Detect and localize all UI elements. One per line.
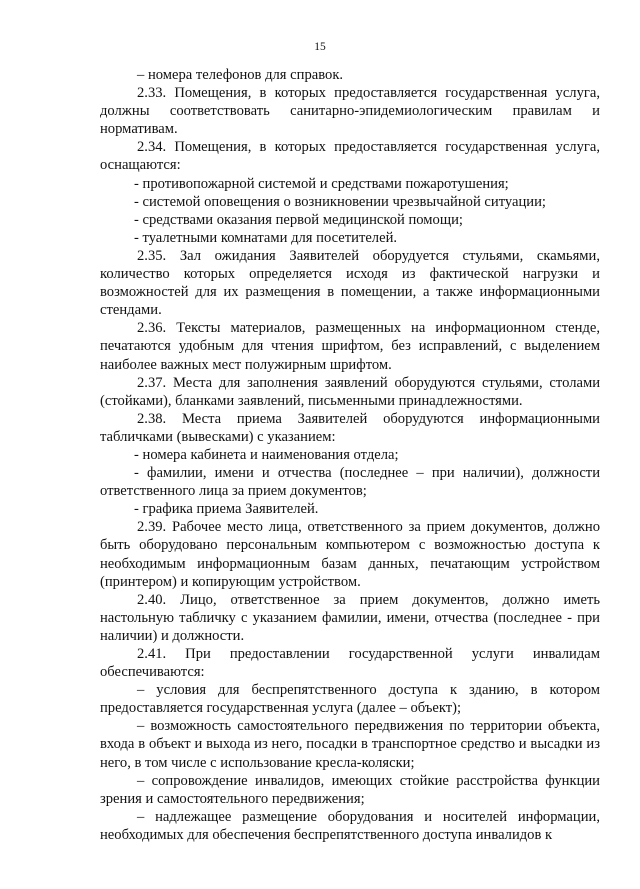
- list-item-equipment-placement: – надлежащее размещение оборудования и носителей информации, необходимых для обеспечения беспрепятственного доступа инвалидов к: [100, 808, 600, 843]
- paragraph-2-40: 2.40. Лицо, ответственное за прием документов, должно иметь настольную табличку с указанием фамилии, имени, отчества (последнее - при наличии) и должности.: [100, 591, 600, 644]
- paragraph-2-35: 2.35. Зал ожидания Заявителей оборудуется стульями, скамьями, количество которых определяется исходя из фактической нагрузки и возможностей для их размещения в помещении, а также информационными стендами.: [100, 247, 600, 319]
- paragraph-2-41: 2.41. При предоставлении государственной услуги инвалидам обеспечиваются:: [100, 646, 600, 681]
- list-item-office-number: - номера кабинета и наименования отдела;: [134, 446, 399, 463]
- list-item-fire-safety: - противопожарной системой и средствами пожаротушения;: [134, 175, 509, 192]
- list-item-responsible-person: - фамилии, имени и отчества (последнее – при наличии), должности ответственного лица за прием документов;: [100, 465, 600, 500]
- list-item-first-aid: - средствами оказания первой медицинской помощи;: [134, 211, 463, 228]
- list-item-restrooms: - туалетными комнатами для посетителей.: [134, 229, 398, 246]
- list-item-emergency-alert: - системой оповещения о возникновении чрезвычайной ситуации;: [134, 193, 546, 210]
- list-item-independent-movement: – возможность самостоятельного передвижения по территории объекта, входа в объект и выхода из него, посадки в транспортное средство и высадки из него, в том числе с использование кресла-коляски;: [100, 718, 600, 771]
- paragraph-2-36: 2.36. Тексты материалов, размещенных на информационном стенде, печатаются удобным для чтения шрифтом, без исправлений, с выделением наиболее важных мест полужирным шрифтом.: [100, 320, 600, 373]
- paragraph-2-38: 2.38. Места приема Заявителей оборудуются информационными табличками (вывесками) с указанием:: [100, 410, 600, 445]
- paragraph-2-39: 2.39. Рабочее место лица, ответственного за прием документов, должно быть оборудовано персональным компьютером с возможностью доступа к необходимым информационным базам данных, печатающим устройством (принтером) и копирующим устройством.: [100, 519, 600, 590]
- list-item-schedule: - графика приема Заявителей.: [134, 501, 319, 518]
- paragraph-2-34: 2.34. Помещения, в которых предоставляется государственная услуга, оснащаются:: [100, 139, 600, 174]
- paragraph-2-33: 2.33. Помещения, в которых предоставляется государственная услуга, должны соответствовать санитарно-эпидемиологическим правилам и нормативам.: [100, 85, 600, 138]
- paragraph-phone-numbers: – номера телефонов для справок.: [137, 67, 344, 83]
- list-item-building-access: – условия для беспрепятственного доступа к зданию, в котором предоставляется государственная услуга (далее – объект);: [100, 682, 600, 717]
- page-number: 15: [314, 41, 326, 53]
- paragraph-2-37: 2.37. Места для заполнения заявлений оборудуются стульями, столами (стойками), бланками заявлений, письменными принадлежностями.: [100, 374, 600, 409]
- document-body: [100, 66, 600, 844]
- list-item-escort: – сопровождение инвалидов, имеющих стойкие расстройства функции зрения и самостоятельного передвижения;: [100, 772, 600, 807]
